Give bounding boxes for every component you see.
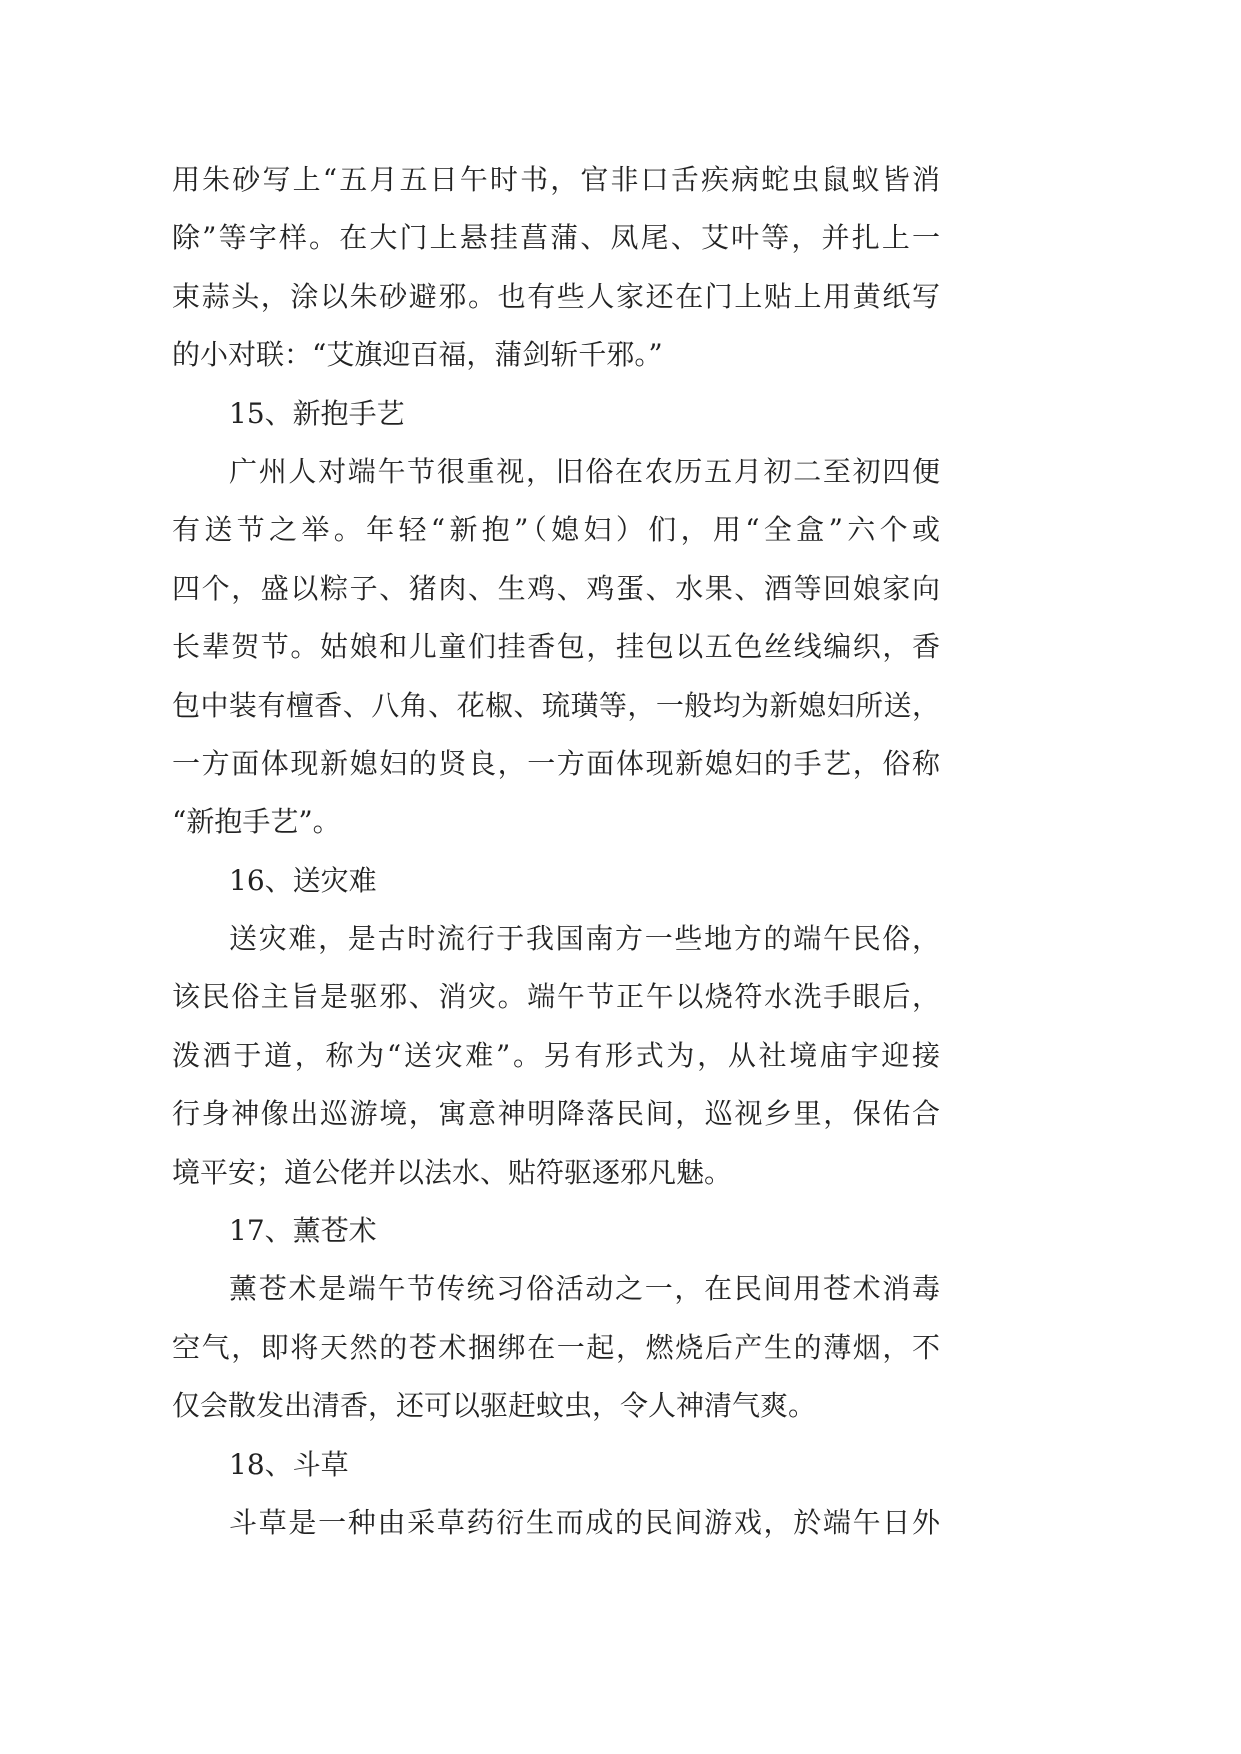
text-line: 行身神像出巡游境，寓意神明降落民间，巡视乡里，保佑合 [172,1097,940,1131]
section-heading [172,1202,940,1260]
text-line: 四个，盛以粽子、猪肉、生鸡、鸡蛋、水果、酒等回娘家向 [172,571,940,605]
paragraph [172,443,940,852]
text-line: 束蒜头，涂以朱砂避邪。也有些人家还在门上贴上用黄纸写 [172,279,940,313]
text-line: 一方面体现新媳妇的贤良，一方面体现新媳妇的手艺，俗称 [172,746,940,780]
text-line: 长辈贺节。姑娘和儿童们挂香包，挂包以五色丝线编织，香 [172,630,940,664]
text-line: 仅会散发出清香，还可以驱赶蚊虫，令人神清气爽。 [172,1389,817,1423]
section-heading-text: 16、送灾难 [229,863,377,897]
section-heading [172,385,940,443]
text-line: 用朱砂写上“五月五日午时书，官非口舌疾病蛇虫鼠蚁皆消 [172,163,940,196]
text-line: 泼洒于道，称为“送灾难”。另有形式为，从社境庙宇迎接 [172,1038,940,1072]
section-heading-text: 18、斗草 [229,1447,349,1481]
section-heading-text: 17、薰苍术 [229,1214,377,1248]
text-line: 的小对联：“艾旗迎百福，蒲剑斩千邪。” [172,338,663,372]
text-line: 薰苍术是端午节传统习俗活动之一，在民间用苍术消毒 [229,1272,940,1306]
text-line: “新抱手艺”。 [172,805,341,839]
text-line: 广州人对端午节很重视，旧俗在农历五月初二至初四便 [229,454,940,488]
text-line: 除”等字样。在大门上悬挂菖蒲、凤尾、艾叶等，并扎上一 [172,221,940,255]
paragraph [172,151,940,385]
text-line: 境平安；道公佬并以法水、贴符驱逐邪凡魅。 [172,1155,733,1189]
paragraph [172,1494,940,1552]
paragraph [172,1260,940,1435]
text-line: 该民俗主旨是驱邪、消灾。端午节正午以烧符水洗手眼后， [172,980,940,1014]
text-line: 空气，即将天然的苍术捆绑在一起，燃烧后产生的薄烟，不 [172,1330,940,1364]
section-heading [172,852,940,910]
section-heading-text: 15、新抱手艺 [229,396,405,430]
document-page [172,151,940,1552]
text-line: 有送节之举。年轻“新抱”（媳妇）们，用“全盒”六个或 [172,513,940,547]
paragraph [172,910,940,1202]
section-heading [172,1436,940,1494]
text-line: 包中装有檀香、八角、花椒、琉璜等，一般均为新媳妇所送， [172,688,940,722]
text-line: 斗草是一种由采草药衍生而成的民间游戏，於端午日外 [229,1505,940,1539]
text-line: 送灾难，是古时流行于我国南方一些地方的端午民俗， [229,922,940,956]
